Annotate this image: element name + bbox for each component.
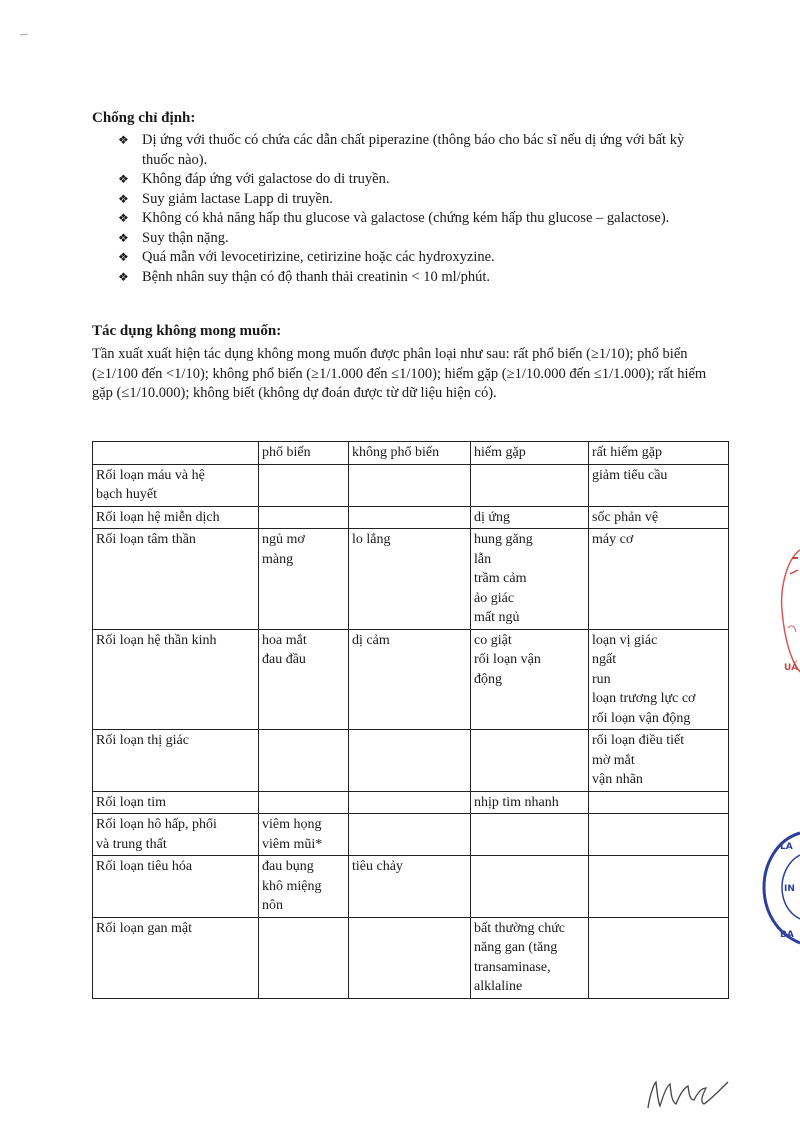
table-cell-very-rare bbox=[589, 917, 729, 998]
cell-text: nhịp tim nhanh bbox=[474, 794, 559, 810]
svg-text:UẤ: UẤ bbox=[784, 663, 799, 673]
table-cell-very-rare bbox=[589, 856, 729, 918]
table-cell-very-rare bbox=[589, 814, 729, 856]
svg-text:IN: IN bbox=[784, 884, 795, 894]
table-cell-system-organ-class bbox=[93, 506, 259, 529]
table-cell-very-rare bbox=[589, 529, 729, 630]
table-cell-system-organ-class bbox=[93, 814, 259, 856]
cell-text: Rối loạn thị giác bbox=[96, 733, 189, 748]
contraindication-text: Dị ứng với thuốc có chứa các dẫn chất piperazine (thông báo cho bác sĩ nếu dị ứng với bất kỳ thuốc nào). bbox=[142, 132, 685, 168]
table-row bbox=[93, 464, 729, 506]
table-header-row bbox=[93, 442, 729, 465]
table-cell-common bbox=[259, 814, 349, 856]
diamond-bullet-icon: ❖ bbox=[118, 250, 129, 264]
table-cell-system-organ-class bbox=[93, 791, 259, 814]
cell-text: hung găng bbox=[474, 532, 533, 547]
contraindication-item bbox=[118, 209, 718, 229]
contraindication-item bbox=[118, 248, 718, 268]
handwritten-signature bbox=[640, 1070, 740, 1115]
table-cell-common bbox=[259, 529, 349, 630]
contraindication-text: Suy thận nặng. bbox=[142, 229, 229, 246]
table-row bbox=[93, 529, 729, 630]
cell-text: Rối loạn hệ miễn dịch bbox=[96, 509, 220, 525]
diamond-bullet-icon: ❖ bbox=[118, 230, 129, 245]
header-cell-rare: hiếm gặp bbox=[471, 442, 589, 465]
table-cell-very-rare bbox=[589, 730, 729, 792]
cell-text: transaminase, bbox=[474, 959, 551, 975]
table-cell-uncommon bbox=[349, 629, 471, 730]
adverse-effects-table bbox=[92, 441, 729, 999]
contraindication-text: Không có khả năng hấp thu glucose và galactose (chứng kém hấp thu glucose – galactose). bbox=[142, 210, 670, 226]
table-cell-uncommon bbox=[349, 730, 471, 792]
table-cell-uncommon bbox=[349, 856, 471, 918]
cell-text: alklaline bbox=[474, 979, 523, 994]
table-cell-system-organ-class bbox=[93, 464, 259, 506]
adverse-effects-title: Tác dụng không mong muốn: bbox=[92, 323, 282, 339]
cell-text: Rối loạn tim bbox=[96, 794, 166, 810]
table-cell-uncommon bbox=[349, 917, 471, 998]
table-row bbox=[93, 791, 729, 814]
table-cell-uncommon bbox=[349, 506, 471, 529]
table-cell-very-rare bbox=[589, 464, 729, 506]
table-cell-system-organ-class bbox=[93, 856, 259, 918]
cell-text: dị cảm bbox=[352, 632, 390, 648]
cell-text: run bbox=[592, 671, 611, 687]
contraindication-text: Quá mẫn với levocetirizine, cetirizine hoặc các hydroxyzine. bbox=[142, 249, 495, 265]
cell-text: Rối loạn gan mật bbox=[96, 920, 193, 936]
cell-text: đau bụng bbox=[262, 859, 314, 874]
cell-text: năng gan (tăng bbox=[474, 940, 558, 955]
table-cell-rare bbox=[471, 464, 589, 506]
cell-text: Rối loạn hệ thần kinh bbox=[96, 632, 217, 648]
table-cell-system-organ-class bbox=[93, 529, 259, 630]
cell-text: Rối loạn tiêu hóa bbox=[96, 859, 193, 874]
table-cell-rare bbox=[471, 529, 589, 630]
cell-text: lẫn bbox=[474, 551, 492, 567]
cell-text: co giật bbox=[474, 632, 512, 648]
svg-text:LA: LA bbox=[780, 842, 793, 852]
cell-text: và trung thất bbox=[96, 836, 167, 852]
table-cell-rare bbox=[471, 629, 589, 730]
cell-text: đau đầu bbox=[262, 652, 306, 667]
contraindication-item bbox=[118, 229, 718, 249]
table-cell-common bbox=[259, 730, 349, 792]
cell-text: bất thường chức bbox=[474, 920, 565, 936]
table-cell-rare bbox=[471, 791, 589, 814]
table-row bbox=[93, 814, 729, 856]
header-cell-uncommon: không phổ biến bbox=[349, 442, 471, 465]
cell-text: động bbox=[474, 671, 502, 687]
cell-text: lo lắng bbox=[352, 532, 391, 547]
cell-text: sốc phản vệ bbox=[592, 509, 659, 525]
table-cell-system-organ-class bbox=[93, 917, 259, 998]
cell-text: nôn bbox=[262, 898, 283, 913]
table-cell-common bbox=[259, 917, 349, 998]
cell-text: màng bbox=[262, 551, 294, 567]
contraindications-title: Chống chỉ định: bbox=[92, 110, 196, 126]
table-cell-system-organ-class bbox=[93, 629, 259, 730]
cell-text: vận nhãn bbox=[592, 772, 643, 787]
cell-text: ngất bbox=[592, 652, 617, 667]
cell-text: loạn trương lực cơ bbox=[592, 691, 696, 706]
corner-mark bbox=[18, 28, 48, 42]
cell-text: Rối loạn máu và hệ bbox=[96, 467, 205, 483]
contraindication-text: Không đáp ứng với galactose do di truyền. bbox=[142, 171, 390, 187]
diamond-bullet-icon: ❖ bbox=[118, 172, 129, 186]
table-cell-common bbox=[259, 856, 349, 918]
cell-text: hoa mắt bbox=[262, 632, 307, 648]
table-cell-rare bbox=[471, 856, 589, 918]
table-cell-uncommon bbox=[349, 791, 471, 814]
contraindication-item bbox=[118, 131, 718, 170]
table-cell-common bbox=[259, 464, 349, 506]
table-row bbox=[93, 730, 729, 792]
cell-text: loạn vị giác bbox=[592, 632, 658, 648]
table-row bbox=[93, 856, 729, 918]
cell-text: bạch huyết bbox=[96, 487, 158, 502]
table-cell-system-organ-class bbox=[93, 730, 259, 792]
contraindication-text: Suy giảm lactase Lapp di truyền. bbox=[142, 190, 333, 207]
table-cell-common bbox=[259, 629, 349, 730]
cell-text: mất ngủ bbox=[474, 610, 520, 625]
table-row bbox=[93, 629, 729, 730]
cell-text: rối loạn vận động bbox=[592, 710, 691, 726]
contraindication-item bbox=[118, 268, 718, 288]
blue-stamp-edge bbox=[760, 825, 800, 950]
cell-text: máy cơ bbox=[592, 532, 634, 547]
cell-text: ngủ mơ bbox=[262, 532, 305, 547]
table-row bbox=[93, 917, 729, 998]
diamond-bullet-icon: ❖ bbox=[118, 191, 129, 206]
diamond-bullet-icon: ❖ bbox=[118, 211, 129, 225]
contraindication-item bbox=[118, 170, 718, 190]
svg-text:BA: BA bbox=[780, 930, 794, 940]
table-cell-rare bbox=[471, 814, 589, 856]
table-cell-common bbox=[259, 506, 349, 529]
cell-text: Rối loạn hô hấp, phổi bbox=[96, 817, 217, 832]
cell-text: Rối loạn tâm thần bbox=[96, 532, 196, 547]
table-cell-rare bbox=[471, 730, 589, 792]
table-cell-very-rare bbox=[589, 791, 729, 814]
contraindication-text: Bệnh nhân suy thận có độ thanh thải creatinin < 10 ml/phút. bbox=[142, 268, 491, 285]
table-cell-rare bbox=[471, 506, 589, 529]
cell-text: dị ứng bbox=[474, 509, 510, 525]
table-row bbox=[93, 506, 729, 529]
table-cell-very-rare bbox=[589, 506, 729, 529]
contraindication-item bbox=[118, 190, 718, 210]
cell-text: tiêu chảy bbox=[352, 859, 403, 874]
diamond-bullet-icon: ❖ bbox=[118, 133, 129, 147]
table-cell-uncommon bbox=[349, 529, 471, 630]
table-cell-common bbox=[259, 791, 349, 814]
cell-text: rối loạn vận bbox=[474, 652, 541, 667]
cell-text: viêm mũi* bbox=[262, 836, 323, 852]
cell-text: trầm cảm bbox=[474, 571, 527, 586]
cell-text: viêm họng bbox=[262, 817, 322, 832]
cell-text: mờ mắt bbox=[592, 752, 635, 768]
table-cell-uncommon bbox=[349, 464, 471, 506]
diamond-bullet-icon: ❖ bbox=[118, 269, 129, 284]
table-cell-uncommon bbox=[349, 814, 471, 856]
table-cell-very-rare bbox=[589, 629, 729, 730]
table-cell-rare bbox=[471, 917, 589, 998]
cell-text: rối loạn điều tiết bbox=[592, 733, 685, 748]
contraindications-list bbox=[118, 131, 718, 287]
header-cell-common: phổ biến bbox=[259, 442, 349, 465]
cell-text: giảm tiểu cầu bbox=[592, 467, 668, 483]
cell-text: khô miệng bbox=[262, 878, 322, 894]
red-stamp-edge bbox=[766, 540, 800, 680]
header-cell-very-rare: rất hiếm gặp bbox=[589, 442, 729, 465]
cell-text: ảo giác bbox=[474, 590, 515, 606]
header-cell-system-organ-class bbox=[93, 442, 259, 465]
adverse-effects-intro: Tần xuất xuất hiện tác dụng không mong muốn được phân loại như sau: rất phổ biến (≥1/10); phổ biến (≥1/100 đến <1/10); không phổ biến (≥1/1.000 đến ≤1/100); hiếm gặp (≥1/10.000 đến ≤1/1.000); rất hiếm gặp (≤1/10.000); không biết (không dự đoán được từ dữ liệu hiện có). bbox=[92, 346, 707, 401]
